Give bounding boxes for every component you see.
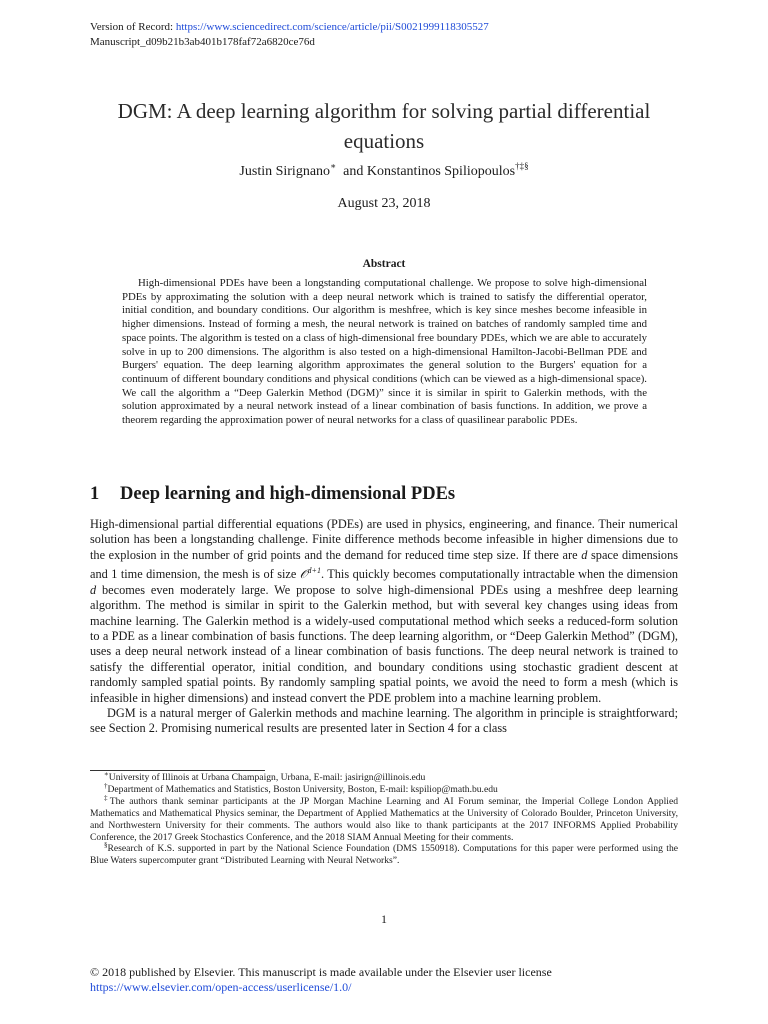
footnote-rule	[90, 770, 265, 771]
footnote-text: Research of K.S. supported in part by the National Science Foundation (DMS 1550918). Computations for this paper were performed using the Blue Waters supercomputer grant “Distributed Learning with Neural Networks”.	[90, 843, 678, 867]
abstract-text: High-dimensional PDEs have been a longstanding computational challenge. We propose to solve high-dimensional PDEs by approximating the solution with a deep neural network which is trained to satisfy the differential operator, initial condition, and boundary conditions. Our algorithm is meshfree, which is key since meshes become infeasible in higher dimensions. Instead of forming a mesh, the neural network is trained on batches of randomly sampled time and space points. The algorithm is tested on a class of high-dimensional free boundary PDEs, which we are able to accurately solve in up to 200 dimensions. The algorithm is also tested on a high-dimensional Hamilton-Jacobi-Bellman PDE and Burgers' equation. The deep learning algorithm approximates the general solution to the Burgers' equation for a continuum of different boundary conditions and physical conditions (which can be viewed as a high-dimensional space). We call the algorithm a “Deep Galerkin Method (DGM)” since it is similar in spirit to Galerkin methods, with the solution approximated by a neural network instead of a linear combination of basis functions. In addition, we prove a theorem regarding the approximation power of neural networks for a class of quasilinear parabolic PDEs.	[122, 277, 647, 427]
math-symbol: 𝒪	[299, 567, 308, 582]
text-run: High-dimensional partial differential equations (PDEs) are used in physics, engineering, and finance. Their numerical solution has been a longstanding challenge. Finite difference methods become infeasible in higher dimensions due to the explosion in the number of grid points and the demand for reduced time step size. If there are	[90, 517, 678, 562]
footnote-mark: ‡	[104, 793, 110, 802]
abstract-heading: Abstract	[362, 258, 406, 270]
footnote-text: The authors thank seminar participants at the JP Morgan Machine Learning and AI Forum seminar, the Imperial College London Applied Mathematics and Mathematical Physics seminar, the Department of Applied Mathematics at the University of Colorado Boulder, Princeton University, and Northwestern University for their comments. The authors would also like to thank participants at the 2017 INFORMS Applied Probability Conference, the 2017 Greek Stochastics Conference, and the 2018 SIAM Annual Meeting for their comments.	[90, 795, 678, 843]
publication-date: August 23, 2018	[337, 196, 431, 211]
version-of-record-label: Version of Record:	[90, 21, 176, 33]
footnote-mark: §	[104, 841, 108, 850]
text-run: becomes even moderately large. We propose to solve high-dimensional PDEs using a meshfree deep learning algorithm. The method is similar in spirit to the Galerkin method, but with several key changes using ideas from machine learning. The Galerkin method is a widely-used computational method which seeks a reduced-form solution to a PDE as a linear combination of basis functions. The deep learning algorithm, or “Deep Galerkin Method” (DGM), uses a deep neural network instead of a linear combination of basis functions. The deep neural network is trained to satisfy the differential operator, initial condition, and boundary conditions using stochastic gradient descent at randomly sampled spatial points. By randomly sampling spatial points, we avoid the need to form a mesh (which is infeasible in higher dimensions) and instead convert the PDE problem into a machine learning problem.	[90, 582, 678, 705]
footnote-mark: ∗	[330, 161, 337, 171]
license-footer	[90, 965, 552, 995]
section-number: 1	[90, 484, 100, 504]
footnote	[90, 793, 678, 844]
author-line	[90, 161, 678, 180]
math-symbol: d	[90, 582, 97, 597]
math-symbol: d	[581, 547, 588, 562]
footnote-text: Department of Mathematics and Statistics, Boston University, Boston, E-mail: kspiliop@math.bu.edu	[107, 783, 498, 795]
math-superscript	[308, 566, 321, 575]
footnote	[90, 843, 678, 867]
license-link[interactable]: https://www.elsevier.com/open-access/userlicense/1.0/	[90, 980, 352, 994]
section-body	[90, 517, 678, 737]
footnote-mark: †	[104, 781, 108, 790]
footnote-text: University of Illinois at Urbana Champaign, Urbana, E-mail: jasirign@illinois.edu	[108, 772, 426, 783]
paper-title: DGM: A deep learning algorithm for solving partial differential equations	[117, 99, 651, 153]
footnote-mark: †‡§	[515, 161, 529, 171]
body-paragraph	[90, 517, 678, 706]
text-run: . This quickly becomes computationally intractable when the dimension	[320, 567, 678, 582]
version-of-record-line	[90, 20, 489, 35]
license-statement: © 2018 published by Elsevier. This manuscript is made available under the Elsevier user license	[90, 965, 552, 979]
section-title: Deep learning and high-dimensional PDEs	[120, 484, 456, 504]
page-number: 1	[381, 912, 387, 926]
section-heading	[90, 484, 455, 505]
footnote-mark: ∗	[104, 770, 109, 778]
version-of-record-header	[90, 20, 489, 50]
footnotes	[90, 772, 678, 867]
footnote	[90, 781, 678, 796]
body-paragraph: DGM is a natural merger of Galerkin methods and machine learning. The algorithm in principle is straightforward; see Section 2. Promising numerical results are presented later in Section 4 for a class	[90, 705, 678, 736]
author-name: and Konstantinos Spiliopoulos	[336, 164, 516, 179]
version-of-record-link[interactable]: https://www.sciencedirect.com/science/article/pii/S0021999118305527	[175, 21, 489, 33]
math-symbol: d+1	[307, 566, 321, 576]
footnote	[90, 772, 678, 784]
author-name: Justin Sirignano	[239, 164, 331, 179]
manuscript-id: Manuscript_d09b21b3ab401b178faf72a6820ce76d	[90, 36, 315, 48]
text-run: space dimensions and 1 time dimension, the mesh is of size	[90, 547, 679, 582]
